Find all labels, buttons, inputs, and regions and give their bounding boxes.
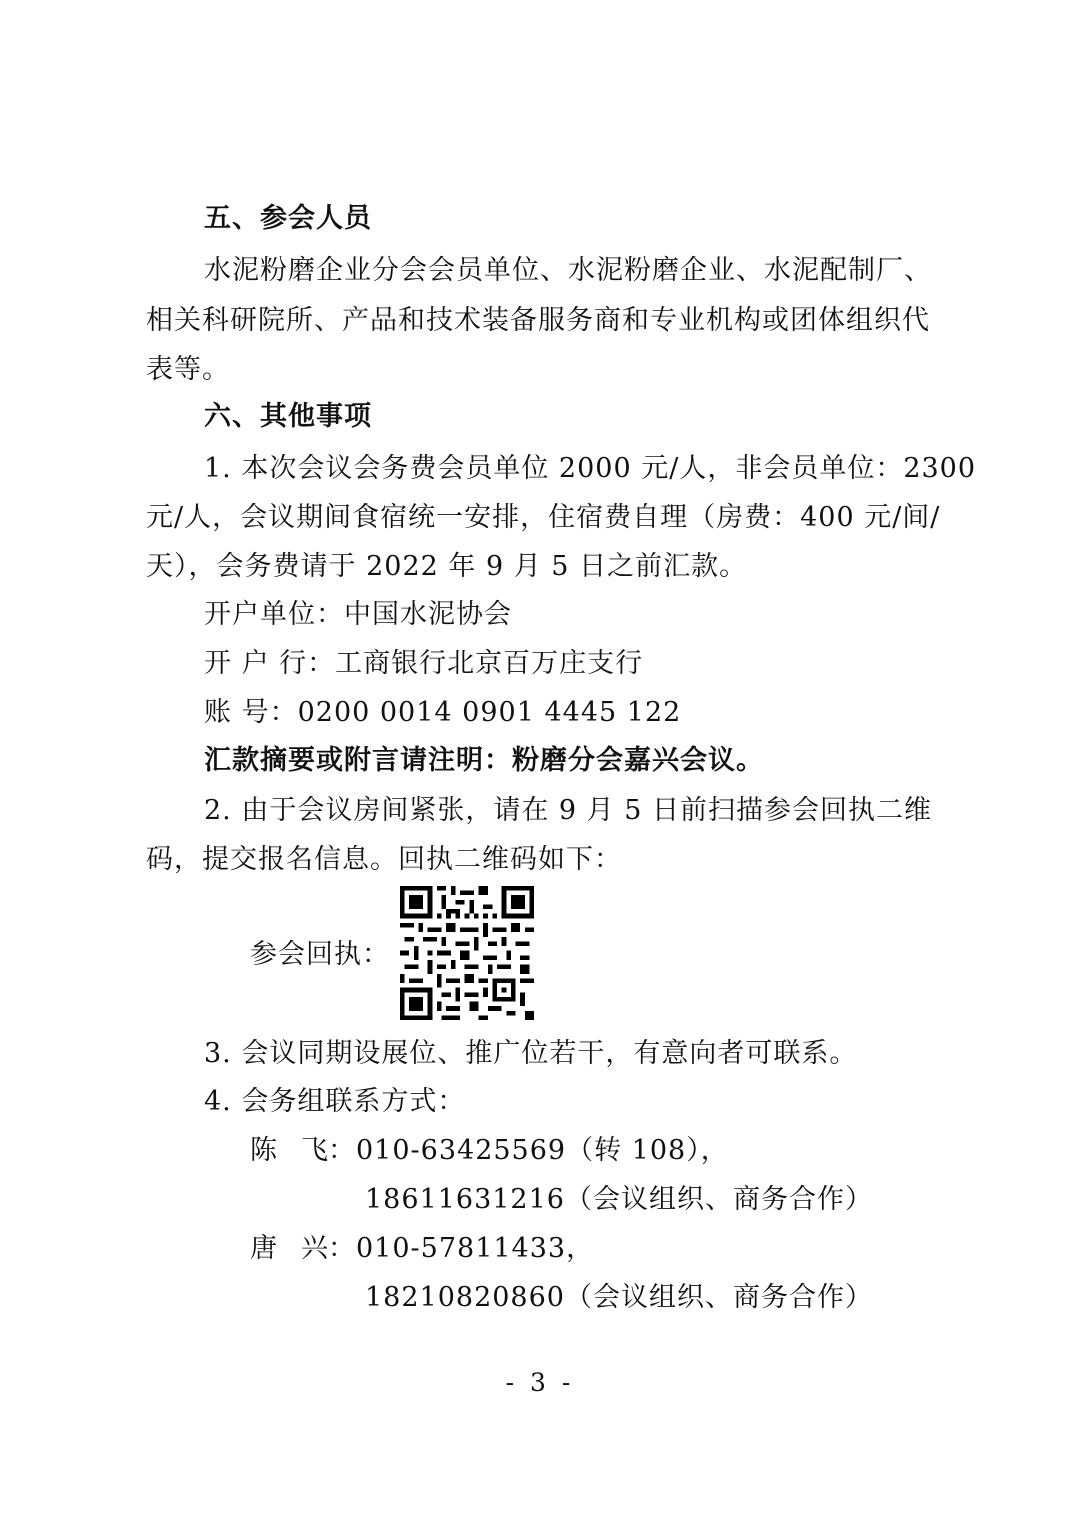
contact-2-name: 唐兴 [250,1233,352,1264]
contact-2-phone: ：010-57811433， [328,1233,595,1264]
section-5-line-2: 相关科研院所、产品和技术装备服务商和专业机构或团体组织代 [146,305,930,336]
item-2-line-2: 码，提交报名信息。回执二维码如下： [146,844,622,875]
qr-code-icon [400,886,534,1020]
section-5-heading: 五、参会人员 [204,203,372,234]
item-4: 4. 会务组联系方式： [204,1086,466,1117]
section-6-heading: 六、其他事项 [204,401,372,432]
contact-1-phone: ：010-63425569（转 108）， [328,1135,729,1166]
contact-1-mobile: 18611631216（会议组织、商务合作） [365,1184,873,1215]
qr-code[interactable] [400,886,534,1020]
qr-label: 参会回执： [250,939,390,970]
item-3: 3. 会议同期设展位、推广位若干，有意向者可联系。 [204,1038,858,1069]
bank-account-number: 账 号：0200 0014 0901 4445 122 [204,697,682,728]
contact-1-name: 陈飞 [250,1135,352,1166]
page-number: - 3 - [505,1368,575,1397]
section-5-line-1: 水泥粉磨企业分会会员单位、水泥粉磨企业、水泥配制厂、 [204,255,932,286]
remittance-remark: 汇款摘要或附言请注明：粉磨分会嘉兴会议。 [204,745,764,776]
bank-account-name: 开户单位：中国水泥协会 [204,599,512,630]
item-1-line-3: 天），会务费请于 2022 年 9 月 5 日之前汇款。 [146,551,748,582]
contact-1 [250,1134,729,1168]
item-1-line-2: 元/人，会议期间食宿统一安排，住宿费自理（房费：400 元/间/ [146,502,941,533]
item-2-line-1: 2. 由于会议房间紧张，请在 9 月 5 日前扫描参会回执二维 [204,795,933,826]
bank-name: 开 户 行：工商银行北京百万庄支行 [204,648,644,679]
contact-2-mobile: 18210820860（会议组织、商务合作） [365,1282,873,1313]
item-1-line-1: 1. 本次会议会务费会员单位 2000 元/人，非会员单位：2300 [204,453,977,484]
section-5-line-3: 表等。 [146,354,230,385]
contact-2 [250,1232,594,1266]
